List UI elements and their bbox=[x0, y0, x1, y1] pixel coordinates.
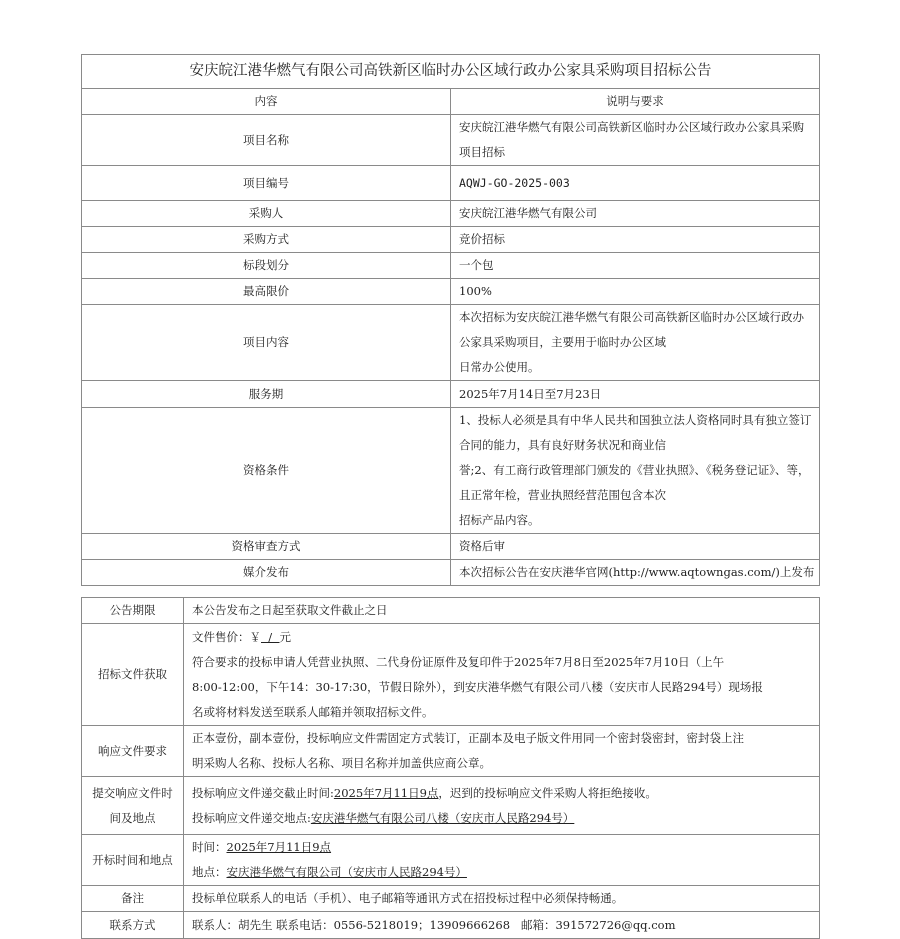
time-prefix: 时间： bbox=[192, 840, 227, 854]
row-value bbox=[184, 835, 820, 886]
row-value bbox=[451, 201, 820, 227]
table-row bbox=[82, 381, 820, 408]
table-row bbox=[82, 408, 820, 534]
text-line: 一个包 bbox=[459, 258, 494, 272]
label-line: 间及地点 bbox=[109, 810, 156, 825]
deadline-value: 2025年7月11日9点 bbox=[333, 785, 439, 800]
header-content: 内容 bbox=[82, 89, 451, 115]
table-row bbox=[82, 253, 820, 279]
place-value: 安庆港华燃气有限公司（安庆市人民路294号） bbox=[226, 865, 467, 879]
text-line: 名或将材料发送至联系人邮箱并领取招标文件。 bbox=[192, 704, 434, 719]
row-label: 采购方式 bbox=[82, 227, 451, 253]
row-label: 项目内容 bbox=[82, 305, 451, 381]
row-value bbox=[184, 726, 820, 777]
deadline-suffix: ，迟到的投标响应文件采购人将拒绝接收。 bbox=[438, 785, 657, 800]
announcement-table-main bbox=[81, 54, 820, 586]
price-prefix: 文件售价：￥ bbox=[192, 629, 261, 644]
announcement-table-details bbox=[81, 597, 820, 939]
row-value bbox=[451, 279, 820, 305]
row-value bbox=[184, 624, 820, 726]
row-value bbox=[451, 534, 820, 560]
text-line: 8:00-12:00，下午14：30-17:30，节假日除外），到安庆港华燃气有限公司八楼（安庆市人民路294号）现场报 bbox=[192, 679, 763, 694]
text-line: AQWJ-GO-2025-003 bbox=[459, 175, 570, 190]
text-line: 安庆皖江港华燃气有限公司 bbox=[459, 206, 597, 220]
text-line: 明采购人名称、投标人名称、项目名称并加盖供应商公章。 bbox=[192, 756, 491, 770]
row-value bbox=[451, 253, 820, 279]
table-row bbox=[82, 279, 820, 305]
row-label: 备注 bbox=[82, 886, 184, 912]
row-label: 项目名称 bbox=[82, 115, 451, 166]
table-row bbox=[82, 166, 820, 201]
table-row bbox=[82, 115, 820, 166]
text-line: 本次招标为安庆皖江港华燃气有限公司高铁新区临时办公区域行政办公家具采购项目，主要用于临时办公区域 bbox=[459, 310, 804, 349]
label-line: 提交响应文件时 bbox=[92, 785, 173, 800]
text-line: 正本壹份，副本壹份，投标响应文件需固定方式装订，正副本及电子版文件用同一个密封袋密封，密封袋上注 bbox=[192, 731, 744, 745]
text-line: 1、投标人必须是具有中华人民共和国独立法人资格同时具有独立签订合同的能力，具有良好财务状况和商业信 bbox=[459, 413, 812, 452]
table-row bbox=[82, 201, 820, 227]
row-label: 采购人 bbox=[82, 201, 451, 227]
row-value bbox=[451, 381, 820, 408]
row-value bbox=[451, 166, 820, 201]
row-value: 联系人：胡先生 联系电话：0556-5218019；13909666268 邮箱：391572726@qq.com bbox=[184, 912, 820, 939]
row-label: 联系方式 bbox=[82, 912, 184, 939]
price-line bbox=[192, 625, 815, 650]
table-row bbox=[82, 227, 820, 253]
table-row bbox=[82, 560, 820, 586]
price-suffix: 元 bbox=[279, 629, 291, 644]
row-label: 服务期 bbox=[82, 381, 451, 408]
text-line: 日常办公使用。 bbox=[459, 360, 540, 374]
time-value: 2025年7月11日9点 bbox=[226, 840, 332, 854]
deadline-line bbox=[192, 781, 815, 806]
price-value: / bbox=[261, 629, 280, 644]
row-value bbox=[451, 408, 820, 534]
row-label: 标段划分 bbox=[82, 253, 451, 279]
row-value: 投标单位联系人的电话（手机）、电子邮箱等通讯方式在招投标过程中必须保持畅通。 bbox=[184, 886, 820, 912]
row-label: 开标时间和地点 bbox=[82, 835, 184, 886]
text-line: 本次招标公告在安庆港华官网(http://www.aqtowngas.com/)上发布 bbox=[459, 565, 815, 579]
place-prefix: 地点： bbox=[192, 865, 227, 879]
row-value bbox=[451, 305, 820, 381]
text-line: 符合要求的投标申请人凭营业执照、二代身份证原件及复印件于2025年7月8日至2025年7月10日（上午 bbox=[192, 654, 725, 669]
row-value bbox=[451, 227, 820, 253]
row-label: 招标文件获取 bbox=[82, 624, 184, 726]
text-line: 100% bbox=[459, 284, 492, 298]
row-label: 资格审查方式 bbox=[82, 534, 451, 560]
row-label: 媒介发布 bbox=[82, 560, 451, 586]
text-line: 竞价招标 bbox=[459, 232, 505, 246]
opening-place-line bbox=[192, 860, 815, 885]
table-row bbox=[82, 305, 820, 381]
text-line: 誉;2、有工商行政管理部门颁发的《营业执照》、《税务登记证》、等，且正常年检，营业执照经营范围包含本次 bbox=[459, 463, 810, 502]
text-line: 安庆皖江港华燃气有限公司高铁新区临时办公区域行政办公家具采购项目招标 bbox=[459, 120, 804, 159]
place-line bbox=[192, 806, 815, 831]
announcement bbox=[81, 54, 820, 939]
row-value bbox=[184, 777, 820, 835]
table-row bbox=[82, 534, 820, 560]
row-label: 项目编号 bbox=[82, 166, 451, 201]
place-prefix: 投标响应文件递交地点: bbox=[192, 810, 311, 825]
row-value bbox=[451, 560, 820, 586]
text-line: 2025年7月14日至7月23日 bbox=[459, 386, 602, 401]
text-line: 招标产品内容。 bbox=[459, 513, 540, 527]
row-value bbox=[451, 115, 820, 166]
deadline-prefix: 投标响应文件递交截止时间: bbox=[192, 785, 334, 800]
text-line: 资格后审 bbox=[459, 539, 505, 553]
row-label: 响应文件要求 bbox=[82, 726, 184, 777]
header-description: 说明与要求 bbox=[451, 89, 820, 115]
row-value: 本公告发布之日起至获取文件截止之日 bbox=[184, 598, 820, 624]
row-label: 最高限价 bbox=[82, 279, 451, 305]
place-value: 安庆港华燃气有限公司八楼（安庆市人民路294号） bbox=[310, 810, 575, 825]
page-title: 安庆皖江港华燃气有限公司高铁新区临时办公区域行政办公家具采购项目招标公告 bbox=[82, 55, 820, 89]
opening-time-line bbox=[192, 835, 815, 860]
row-label bbox=[82, 777, 184, 835]
row-label: 公告期限 bbox=[82, 598, 184, 624]
row-label: 资格条件 bbox=[82, 408, 451, 534]
